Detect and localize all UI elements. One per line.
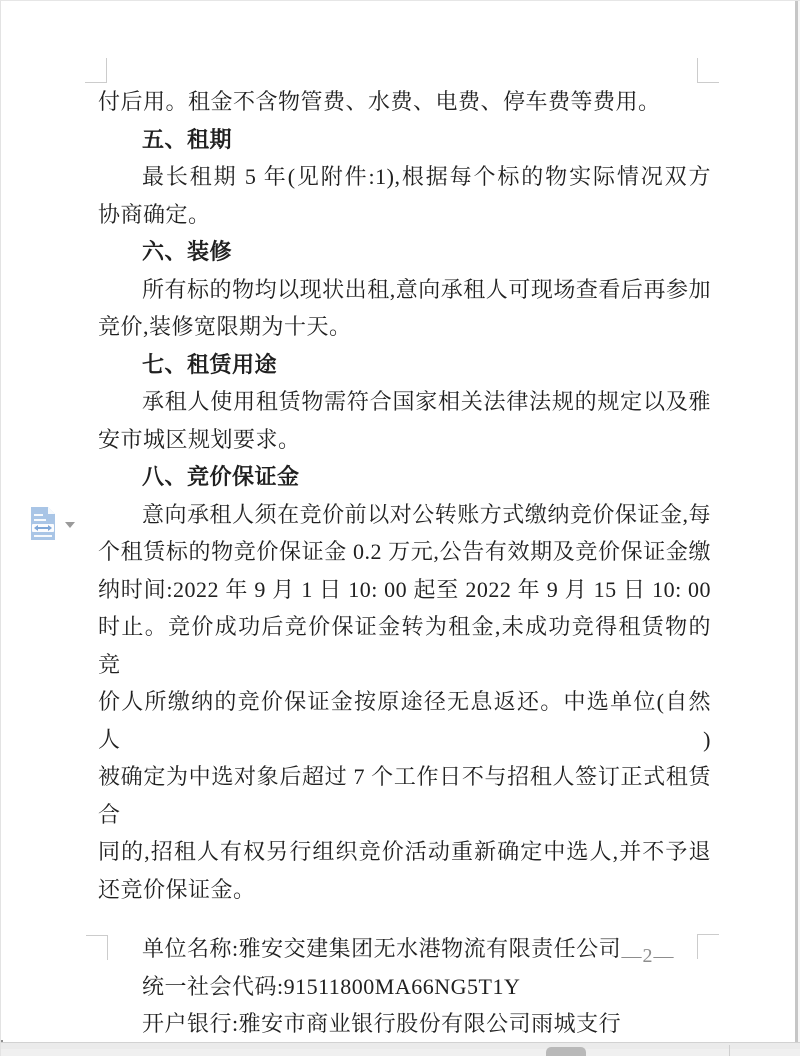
text-line: 纳时间:2022 年 9 月 1 日 10: 00 起至 2022 年 9 月 15 日 10: 00 — [98, 576, 711, 602]
heading-line: 七、租赁用途 — [142, 351, 278, 377]
scrollbar-thumb[interactable] — [546, 1047, 586, 1056]
text-boundary-mark-top-right — [697, 58, 719, 83]
text-line: 所有标的物均以现状出租,意向承租人可现场查看后再参加 — [142, 276, 711, 302]
horizontal-scrollbar[interactable] — [1, 1042, 800, 1056]
text-line: 价人所缴纳的竞价保证金按原途径无息返还。中选单位(自然人) — [98, 689, 711, 752]
text-boundary-mark-top-left — [85, 58, 107, 83]
scrollbar-track[interactable] — [1, 1049, 800, 1056]
text-line: 意向承租人须在竞价前以对公转账方式缴纳竞价保证金,每 — [142, 501, 711, 527]
text-line: 开户银行:雅安市商业银行股份有限公司雨城支行 — [142, 1011, 622, 1036]
text-line: 被确定为中选对象后超过 7 个工作日不与招租人签订正式租赁合 — [98, 764, 711, 827]
scrollbar-separator — [729, 1045, 730, 1056]
page-number: —2— — [621, 945, 675, 967]
heading-line: 六、装修 — [142, 239, 233, 264]
text-line: 承租人使用租赁物需符合国家相关法律法规的规定以及雅 — [142, 389, 711, 414]
text-line: 最长租期 5 年(见附件:1),根据每个标的物实际情况双方 — [142, 164, 711, 189]
chevron-down-icon[interactable] — [65, 522, 75, 528]
text-line: 还竞价保证金。 — [98, 876, 256, 902]
text-line: 单位名称:雅安交建集团无水港物流有限责任公司 — [142, 936, 622, 961]
text-line: 同的,招租人有权另行组织竞价活动重新确定中选人,并不予退 — [98, 839, 711, 864]
window-right-edge — [795, 1, 798, 1043]
document-arrows-icon — [29, 506, 57, 542]
text-line: 协商确定。 — [98, 201, 211, 227]
text-line: 统一社会代码:91511800MA66NG5T1Y — [142, 973, 521, 999]
text-line: 付后用。租金不含物管费、水费、电费、停车费等费用。 — [98, 89, 661, 114]
text-line: 竞价,装修宽限期为十天。 — [98, 314, 352, 339]
revision-tool-button[interactable] — [29, 506, 79, 546]
text-line: 安市城区规划要求。 — [98, 426, 301, 452]
text-line: 时止。竞价成功后竞价保证金转为租金,未成功竞得租赁物的竞 — [98, 614, 711, 677]
heading-line: 八、竞价保证金 — [142, 464, 300, 489]
document-text — [98, 83, 711, 1043]
heading-line: 五、租期 — [142, 126, 233, 152]
text-line: 个租赁标的物竞价保证金 0.2 万元,公告有效期及竞价保证金缴 — [98, 539, 711, 564]
